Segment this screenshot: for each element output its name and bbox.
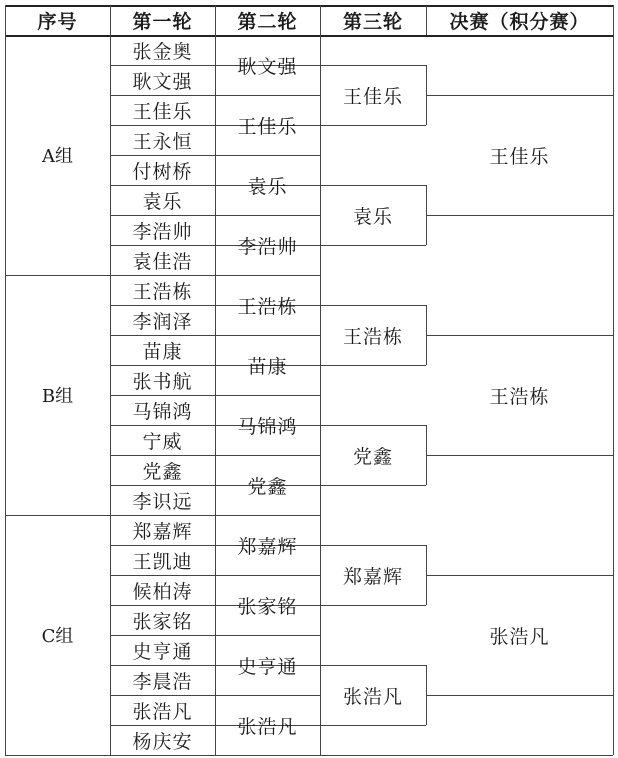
round1-player: 袁佳浩: [132, 250, 193, 273]
round1-player: 候柏涛: [132, 580, 193, 603]
round3-winner: 王佳乐: [342, 85, 403, 108]
round1-player: 耿文强: [132, 70, 193, 93]
round1-player: 袁乐: [142, 190, 183, 213]
grid-line: [426, 5, 427, 35]
round2-winner: 耿文强: [237, 55, 298, 78]
header-round2: 第二轮: [237, 10, 298, 33]
grid-line: [613, 5, 614, 755]
grid-line: [426, 335, 613, 336]
grid-line: [5, 515, 110, 516]
group-label: C组: [41, 626, 74, 647]
grid-line: [320, 545, 426, 546]
round1-player: 史亨通: [132, 640, 193, 663]
grid-line: [320, 605, 426, 606]
grid-line: [320, 485, 426, 486]
round1-player: 马锦鸿: [132, 400, 193, 423]
round1-player: 付树桥: [132, 160, 193, 183]
grid-line: [426, 575, 613, 576]
round2-winner: 李浩帅: [237, 235, 298, 258]
round3-winner: 郑嘉辉: [342, 565, 403, 588]
round1-player: 王永恒: [132, 130, 193, 153]
round3-winner: 王浩栋: [342, 325, 403, 348]
header-round3: 第三轮: [342, 10, 403, 33]
grid-line: [215, 635, 320, 636]
grid-line: [320, 665, 426, 666]
round1-player: 李晨浩: [132, 670, 193, 693]
grid-line: [110, 5, 111, 35]
round1-player: 苗康: [142, 340, 183, 363]
grid-line: [215, 575, 320, 576]
grid-line: [5, 275, 110, 276]
round2-winner: 王佳乐: [237, 115, 298, 138]
round1-player: 王佳乐: [132, 100, 193, 123]
grid-line: [215, 695, 320, 696]
round1-player: 宁威: [142, 430, 183, 453]
header-final: 决赛（积分赛）: [449, 10, 590, 33]
grid-line: [215, 155, 320, 156]
round1-player: 王浩栋: [132, 280, 193, 303]
grid-line: [215, 95, 320, 96]
round1-player: 张金奥: [132, 40, 193, 63]
round1-player: 李润泽: [132, 310, 193, 333]
grid-line: [5, 755, 613, 756]
grid-line: [320, 65, 426, 66]
round1-player: 杨庆安: [132, 730, 193, 753]
grid-line: [215, 335, 320, 336]
round1-player: 张家铭: [132, 610, 193, 633]
group-label: A组: [42, 146, 73, 167]
grid-line: [320, 305, 426, 306]
round1-player: 郑嘉辉: [132, 520, 193, 543]
round2-winner: 党鑫: [247, 475, 288, 498]
round2-winner: 史亨通: [237, 655, 298, 678]
round3-winner: 张浩凡: [342, 685, 403, 708]
group-label: B组: [41, 386, 74, 407]
round3-winner: 袁乐: [352, 205, 393, 228]
grid-line: [215, 455, 320, 456]
round2-winner: 马锦鸿: [237, 415, 298, 438]
grid-line: [426, 215, 613, 216]
final-winner: 王浩栋: [489, 385, 550, 408]
grid-line: [320, 125, 426, 126]
round1-player: 党鑫: [142, 460, 183, 483]
grid-line: [320, 245, 426, 246]
grid-line: [320, 5, 321, 35]
grid-line: [426, 455, 613, 456]
final-winner: 王佳乐: [489, 145, 550, 168]
grid-line: [426, 95, 613, 96]
round2-winner: 袁乐: [247, 175, 288, 198]
grid-line: [215, 5, 216, 35]
grid-line: [320, 725, 426, 726]
grid-line: [320, 365, 426, 366]
final-winner: 张浩凡: [489, 625, 550, 648]
round2-winner: 张家铭: [237, 595, 298, 618]
round3-winner: 党鑫: [352, 445, 393, 468]
grid-line: [5, 5, 613, 7]
header-round1: 第一轮: [132, 10, 193, 33]
round1-player: 张浩凡: [132, 700, 193, 723]
round1-player: 王凯迪: [132, 550, 193, 573]
grid-line: [215, 215, 320, 216]
round1-player: 张书航: [132, 370, 193, 393]
grid-line: [320, 185, 426, 186]
round2-winner: 张浩凡: [237, 715, 298, 738]
round2-winner: 王浩栋: [237, 295, 298, 318]
round1-player: 李识远: [132, 490, 193, 513]
grid-line: [215, 395, 320, 396]
round2-winner: 苗康: [247, 355, 288, 378]
header-seq: 序号: [37, 10, 78, 33]
grid-line: [320, 425, 426, 426]
grid-line: [426, 695, 613, 696]
round1-player: 李浩帅: [132, 220, 193, 243]
round2-winner: 郑嘉辉: [237, 535, 298, 558]
